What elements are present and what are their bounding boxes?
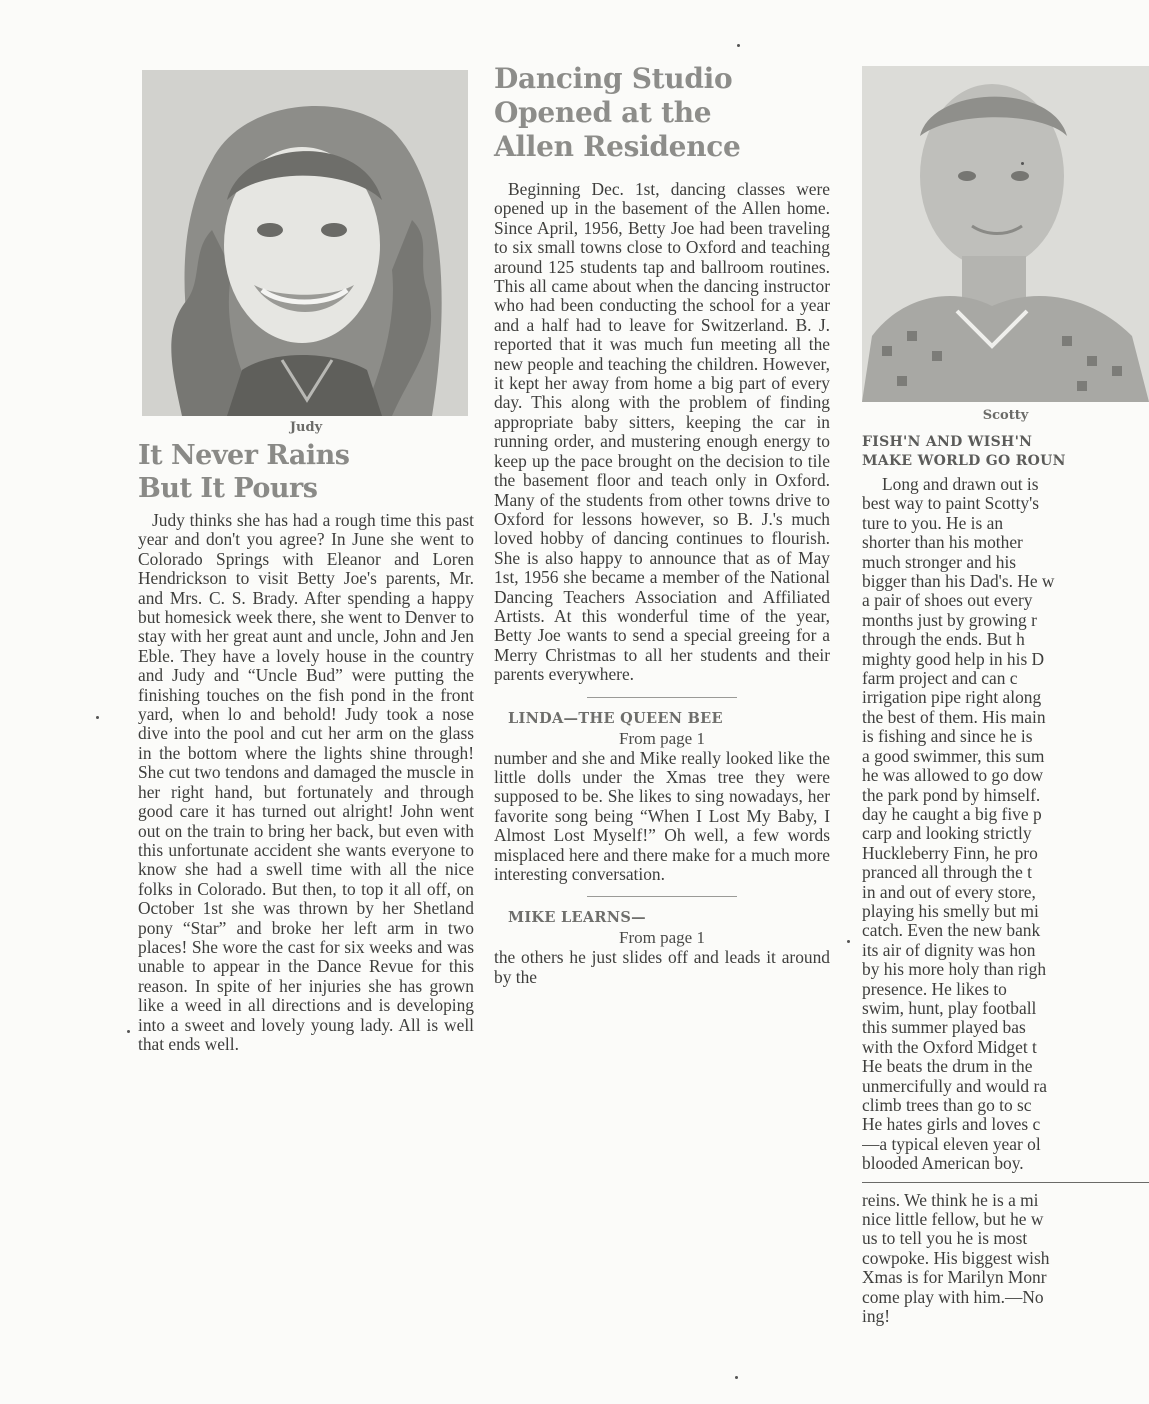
linda-headline: LINDA—THE QUEEN BEE xyxy=(508,709,723,727)
scotty-line: day he caught a big five p xyxy=(862,803,1042,824)
scan-speck xyxy=(735,1376,738,1379)
scotty-continued-line: Xmas is for Marilyn Monr xyxy=(862,1267,1047,1288)
dancing-headline-line-3: Allen Residence xyxy=(494,130,741,163)
scotty-line: with the Oxford Midget t xyxy=(862,1036,1037,1057)
scotty-continued-body xyxy=(862,1191,1149,1327)
judy-portrait-image xyxy=(142,70,468,416)
scotty-line: swim, hunt, play football xyxy=(862,997,1037,1018)
scotty-line: Huckleberry Finn, he pro xyxy=(862,842,1038,863)
scotty-line: months just by growing r xyxy=(862,609,1037,630)
dancing-headline xyxy=(494,62,830,164)
scotty-line: —a typical eleven year ol xyxy=(862,1133,1041,1154)
judy-headline-line-2: But It Pours xyxy=(138,473,318,504)
scotty-continued-line: cowpoke. His biggest wish xyxy=(862,1247,1050,1268)
scotty-line: carp and looking strictly xyxy=(862,823,1032,844)
scotty-line: mighty good help in his D xyxy=(862,648,1045,669)
scotty-line: shorter than his mother xyxy=(862,532,1023,553)
scotty-line: blooded American boy. xyxy=(862,1153,1024,1174)
section-divider xyxy=(587,697,737,698)
scotty-line: he was allowed to go dow xyxy=(862,765,1044,786)
scotty-photo-caption: Scotty xyxy=(982,408,1029,423)
scotty-line: this summer played bas xyxy=(862,1017,1026,1038)
scotty-line: by his more holy than righ xyxy=(862,959,1047,980)
scan-speck xyxy=(847,940,850,943)
scotty-continued-line: us to tell you he is most xyxy=(862,1228,1028,1249)
scotty-headline-line-2: MAKE WORLD GO ROUN xyxy=(862,453,1066,469)
scotty-photo xyxy=(862,66,1149,402)
scotty-line: farm project and can c xyxy=(862,668,1018,689)
scotty-continued-line: ing! xyxy=(862,1306,891,1327)
dancing-column xyxy=(494,62,830,987)
scotty-continued-line: come play with him.—No xyxy=(862,1286,1044,1307)
judy-photo-caption: Judy xyxy=(289,420,323,435)
scan-speck xyxy=(96,716,99,719)
judy-headline-line-1: It Never Rains xyxy=(138,440,350,471)
judy-article-body: Judy thinks she has had a rough time this past year and don't you agree? In June she went to Colorado Springs with Eleanor and Loren Hendrickson to visit Betty Joe's parents, Mr. and Mrs. C. S. Brady. After spending a happy but homesick week there, she went to Denver to stay with her great aunt and uncle, John and Jen Eble. They have a lovely house in the country and Judy and “Uncle Bud” were putting the finishing touches on the fish pond in the front yard, when lo and behold! Judy took a nose dive into the pool and cut her arm on the glass in the bottom where the lights shine through! She cut two tendons and damaged the muscle in her right hand, but fortunately and through good care it has turned out alright! John went out on the train to bring her back, but even with this unfortunate accident she wants everyone to know she had a swell time with all the nice folks in Colorado. But then, to top it all off, on October 1st she was thrown by her Shetland pony “Star” and broke her left arm in two places! She wore the cast for six weeks and was unable to appear in the Dance Revue for this reason. In spite of her injuries she has grown like a weed in all directions and is developing into a sweet and lovely young lady. All is well that ends well. xyxy=(138,510,474,1054)
scotty-line: He beats the drum in the xyxy=(862,1056,1033,1077)
scotty-line: the park pond by himself. xyxy=(862,784,1041,805)
scotty-line: climb trees than go to sc xyxy=(862,1095,1032,1115)
scotty-continued-line: nice little fellow, but he w xyxy=(862,1209,1044,1230)
scotty-line: a good swimmer, this sum xyxy=(862,745,1045,766)
scotty-line: unmercifully and would ra xyxy=(862,1075,1047,1096)
scotty-line: a pair of shoes out every xyxy=(862,590,1033,611)
scotty-line: bigger than his Dad's. He w xyxy=(862,571,1055,592)
judy-photo xyxy=(142,70,468,416)
dancing-article-body: Beginning Dec. 1st, dancing classes were opened up in the basement of the Allen home. Since April, 1956, Betty Joe had been traveling to six small towns close to Oxford and teaching around 125 students tap and ballroom routines. This all came about when the dancing instructor who had been conducting the school for a year and a half had to leave for Switzerland. B. J. reported that it was much fun meeting all the new people and teaching the children. However, it kept her away from home a big part of every day. This along with the problem of finding appropriate baby sitters, keeping the car in running order, and mustering enough energy to keep up the pace brought on the decision to tile the basement floor and teach only in Oxford. Many of the students from other towns drive to Oxford for lessons however, so B. J.'s much loved hobby of dancing continues to flourish. She is also happy to announce that as of May 1st, 1956 she became a member of the National Dancing Teachers Association and Affiliated Artists. At this wonderful time of the year, Betty Joe wants to send a special greeing for a Merry Christmas to all her students and their parents everywhere. xyxy=(494,179,830,685)
scotty-line: playing his smelly but mi xyxy=(862,900,1039,921)
scotty-line: its air of dignity was hon xyxy=(862,939,1036,960)
mike-article-body: the others he just slides off and leads it around by the xyxy=(494,947,830,987)
scotty-line: Long and drawn out is xyxy=(882,474,1039,494)
mike-continued-from: From page 1 xyxy=(619,928,705,948)
scotty-line: ture to you. He is an xyxy=(862,512,1004,533)
scotty-column xyxy=(862,66,1149,1326)
scotty-line: through the ends. But h xyxy=(862,629,1025,650)
scan-speck xyxy=(737,44,740,47)
scotty-line: irrigation pipe right along xyxy=(862,687,1042,708)
scotty-line: much stronger and his xyxy=(862,551,1017,572)
dancing-headline-line-1: Dancing Studio xyxy=(494,62,733,95)
scotty-portrait-image xyxy=(862,66,1149,402)
scotty-article-body xyxy=(862,475,1149,1174)
scotty-line: the best of them. His main xyxy=(862,706,1046,727)
dancing-headline-line-2: Opened at the xyxy=(494,96,712,129)
scotty-line: presence. He likes to xyxy=(862,978,1007,999)
scotty-line: pranced all through the t xyxy=(862,862,1032,883)
judy-column xyxy=(138,70,474,1054)
scotty-continued-line: reins. We think he is a mi xyxy=(862,1189,1039,1210)
scotty-line: catch. Even the new bank xyxy=(862,920,1041,941)
scan-speck xyxy=(1021,162,1024,165)
linda-article-body: number and she and Mike really looked like the little dolls under the Xmas tree they were supposed to be. She likes to sing nowadays, her favorite song being “When I Lost My Baby, I Almost Lost Myself!” Oh well, a few words misplaced here and there make for a much more interesting conversation. xyxy=(494,747,830,884)
scotty-line: best way to paint Scotty's xyxy=(862,493,1040,514)
scotty-line: He hates girls and loves c xyxy=(862,1114,1041,1135)
scotty-line: in and out of every store, xyxy=(862,881,1036,902)
scotty-headline-line-1: FISH'N AND WISH'N xyxy=(862,434,1033,450)
scotty-line: is fishing and since he is xyxy=(862,726,1033,747)
column-divider xyxy=(862,1182,1149,1183)
scan-speck xyxy=(127,1030,130,1033)
section-divider xyxy=(587,896,737,897)
linda-continued-from: From page 1 xyxy=(619,728,705,748)
mike-headline: MIKE LEARNS— xyxy=(508,909,646,927)
